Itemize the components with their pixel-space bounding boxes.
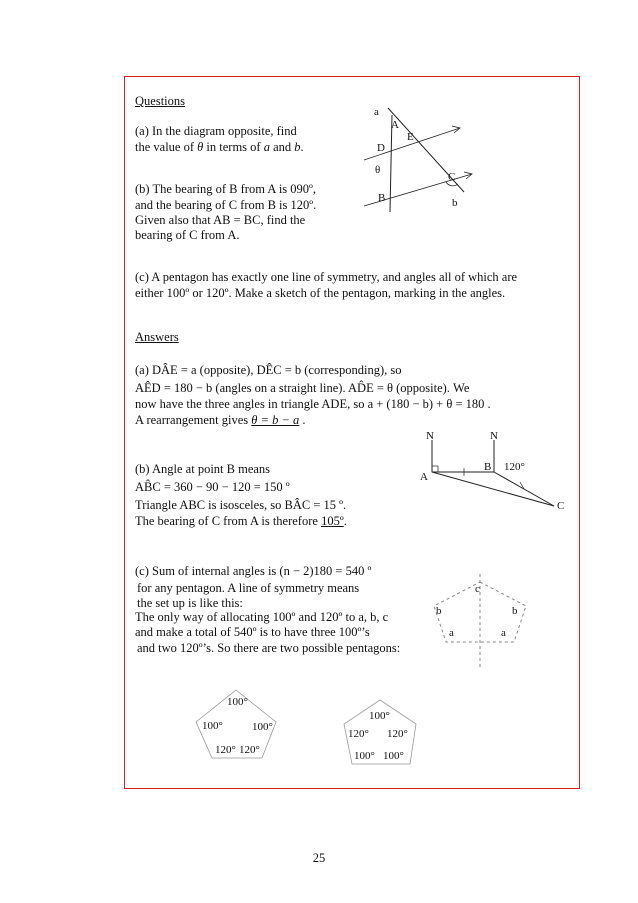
answer-b-line1: (b) Angle at point B means	[135, 462, 271, 476]
label-a: a	[374, 106, 379, 118]
angle-bottom-right: 120°	[239, 744, 260, 756]
question-b-line3: Given also that AB = BC, find the	[135, 213, 306, 227]
label-B: B	[484, 461, 492, 473]
angle-right: 100°	[252, 721, 273, 733]
label-b-right: b	[512, 605, 518, 617]
diagram-c-pentagon	[424, 570, 536, 670]
question-a-line1: (a) In the diagram opposite, find	[135, 124, 297, 138]
angle-top: 100°	[369, 710, 390, 722]
segment-ac	[432, 472, 554, 506]
answer-a-line1: (a) DÂE = a (opposite), DÊC = b (corresponding), so	[135, 363, 402, 377]
answer-b-line3: Triangle ABC is isosceles, so BÂC = 15 º.	[135, 498, 347, 512]
answer-a-line4: A rearrangement gives θ = b − a .	[135, 413, 306, 427]
page-number: 25	[312, 851, 326, 865]
answer-b-line2: AB̂C = 360 − 90 − 120 = 150 º	[135, 480, 290, 494]
angle-right: 120°	[387, 728, 408, 740]
angle-top: 100°	[227, 696, 248, 708]
label-C: C	[557, 500, 565, 512]
answer-c-line4: The only way of allocating 100º and 120º to a, b, c	[135, 610, 389, 624]
answer-c-line6: and two 120º’s. So there are two possible pentagons:	[137, 641, 401, 655]
label-B: B	[378, 192, 386, 204]
answer-c-line5: and make a total of 540º is to have three 100º’s	[135, 625, 370, 639]
label-a-right: a	[501, 627, 506, 639]
answer-b-line4: The bearing of C from A is therefore 105º.	[135, 514, 347, 528]
angle-bottom-left: 100°	[354, 750, 375, 762]
pentagon-solution-2	[340, 696, 430, 776]
question-b-line1: (b) The bearing of B from A is 090º,	[135, 182, 317, 196]
label-b: b	[452, 197, 458, 209]
label-N1: N	[426, 430, 434, 442]
questions-heading: Questions	[135, 94, 185, 108]
angle-left: 100°	[202, 720, 223, 732]
angle-bottom-right: 100°	[383, 750, 404, 762]
label-angle: 120°	[504, 461, 525, 473]
label-a-left: a	[449, 627, 454, 639]
angle-bottom-left: 120°	[215, 744, 236, 756]
answers-heading: Answers	[135, 330, 179, 344]
label-D: D	[377, 142, 385, 154]
answer-c-line2: for any pentagon. A line of symmetry means	[137, 581, 360, 595]
answer-c-line3: the set up is like this:	[137, 596, 243, 610]
label-c: c	[475, 583, 480, 595]
label-N2: N	[490, 430, 498, 442]
question-b-line2: and the bearing of C from B is 120º.	[135, 198, 317, 212]
label-theta: θ	[375, 164, 381, 176]
label-b-left: b	[436, 605, 442, 617]
question-a-line2: the value of θ in terms of a and b.	[135, 140, 304, 154]
angle-left: 120°	[348, 728, 369, 740]
question-c-line2: either 100º or 120º. Make a sketch of the pentagon, marking in the angles.	[135, 286, 506, 300]
label-C: C	[448, 171, 456, 183]
right-angle-icon	[432, 466, 438, 472]
question-b-line4: bearing of C from A.	[135, 228, 240, 242]
label-A: A	[391, 119, 399, 131]
answer-a-line2: AÊD = 180 − b (angles on a straight line). AD̂E = θ (opposite). We	[135, 381, 470, 395]
diagram-a	[360, 100, 480, 220]
answer-c-line1: (c) Sum of internal angles is (n − 2)180 = 540 º	[135, 564, 372, 578]
answer-a-line3: now have the three angles in triangle ADE, so a + (180 − b) + θ = 180 .	[135, 397, 491, 411]
pentagon-solution-1	[192, 686, 282, 766]
diagram-b	[414, 428, 574, 518]
label-A: A	[420, 471, 428, 483]
label-E: E	[407, 131, 414, 143]
question-c-line1: (c) A pentagon has exactly one line of symmetry, and angles all of which are	[135, 270, 518, 284]
